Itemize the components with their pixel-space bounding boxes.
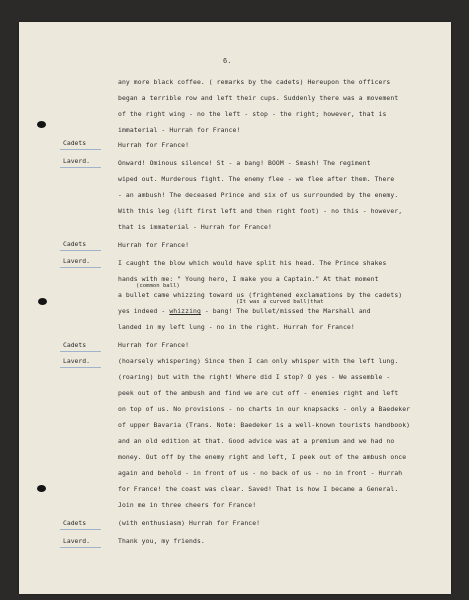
speaker-label: Cadets bbox=[63, 341, 87, 349]
speaker-divider bbox=[60, 267, 101, 268]
speaker-divider bbox=[60, 149, 101, 150]
text-line: on top of us. No provisions - no charts in our knapsacks - only a Baedeker bbox=[118, 405, 411, 413]
text-line: (roaring) but with the right! Where did I stop? O yes - We assemble - bbox=[118, 373, 391, 381]
text-line: and an old edition at that. Good advice was at a premium and we had no bbox=[118, 437, 395, 445]
text-line: (hoarsely whispering) Since then I can only whisper with the left lung. bbox=[118, 357, 399, 365]
punch-hole bbox=[37, 485, 46, 492]
text-line: of upper Bavaria (Trans. Note: Baedeker is a well-known tourists handbook) bbox=[118, 421, 411, 429]
text-line: that is immaterial - Hurrah for France! bbox=[118, 223, 272, 231]
speaker-label: Laverd. bbox=[63, 257, 90, 265]
speaker-label: Laverd. bbox=[63, 357, 90, 365]
text-line: for France! the coast was clear. Saved! That is how I became a General. bbox=[118, 485, 399, 493]
punch-hole bbox=[38, 298, 47, 305]
text-line: immaterial - Hurrah for France! bbox=[118, 126, 241, 134]
speaker-divider bbox=[60, 529, 101, 530]
text-line: any more black coffee. ( remarks by the cadets) Hereupon the officers bbox=[118, 78, 391, 86]
text-line: - an ambush! The deceased Prince and six of us surrounded by the enemy. bbox=[118, 191, 399, 199]
text-line: hands with me: " Young hero, I make you a Captain." At that moment bbox=[118, 275, 379, 283]
text-line: began a terrible row and left their cups. Suddenly there was a movement bbox=[118, 94, 399, 102]
speaker-divider bbox=[60, 367, 101, 368]
text-line: Onward! Ominous silence! St - a bang! BOOM - Smash! The regiment bbox=[118, 159, 371, 167]
text-line: I caught the blow which would have split his head. The Prince shakes bbox=[118, 259, 387, 267]
text-line bbox=[118, 307, 371, 315]
text-segment: yes indeed - bbox=[118, 307, 170, 315]
underlined-word: whizzing bbox=[169, 307, 201, 315]
speaker-label: Laverd. bbox=[63, 537, 90, 545]
text-line: Thank you, my friends. bbox=[118, 537, 205, 545]
speaker-label: Laverd. bbox=[63, 157, 90, 165]
speaker-divider bbox=[60, 547, 101, 548]
speaker-label: Cadets bbox=[63, 240, 87, 248]
text-line: money. Out off by the enemy right and left, I peek out of the ambush once bbox=[118, 453, 407, 461]
text-line: Hurrah for France! bbox=[118, 241, 190, 249]
text-line: a bullet came whizzing toward us (frightened exclamations by the cadets) bbox=[118, 291, 403, 299]
text-segment: - bang! The bullet/missed the Marshall and bbox=[200, 307, 371, 315]
text-line: wiped out. Murderous fight. The enemy flee - we flee after them. There bbox=[118, 175, 395, 183]
text-line: Hurrah for France! bbox=[118, 141, 190, 149]
page-number: 6. bbox=[223, 57, 232, 65]
text-line: Hurrah for France! bbox=[118, 341, 190, 349]
speaker-divider bbox=[60, 250, 101, 251]
speaker-divider bbox=[60, 167, 101, 168]
speaker-divider bbox=[60, 351, 101, 352]
text-line: With this leg (lift first left and then right foot) - no this - however, bbox=[118, 207, 403, 215]
text-line: again and behold - in front of us - no back of us - no in front - Hurrah bbox=[118, 469, 403, 477]
text-line: (with enthusiasm) Hurrah for France! bbox=[118, 519, 261, 527]
handwritten-insertion: (common ball) bbox=[136, 283, 180, 289]
speaker-label: Cadets bbox=[63, 139, 87, 147]
punch-hole bbox=[37, 121, 46, 128]
text-line: of the right wing - no the left - stop - the right; however, that is bbox=[118, 110, 387, 118]
handwritten-insertion: (It was a curved ball)that bbox=[236, 299, 324, 305]
text-line: Join me in three cheers for France! bbox=[118, 501, 257, 509]
speaker-label: Cadets bbox=[63, 519, 87, 527]
text-line: landed in my left lung - no in the right. Hurrah for France! bbox=[118, 323, 355, 331]
text-line: peek out of the ambush and find we are cut off - enemies right and left bbox=[118, 389, 399, 397]
